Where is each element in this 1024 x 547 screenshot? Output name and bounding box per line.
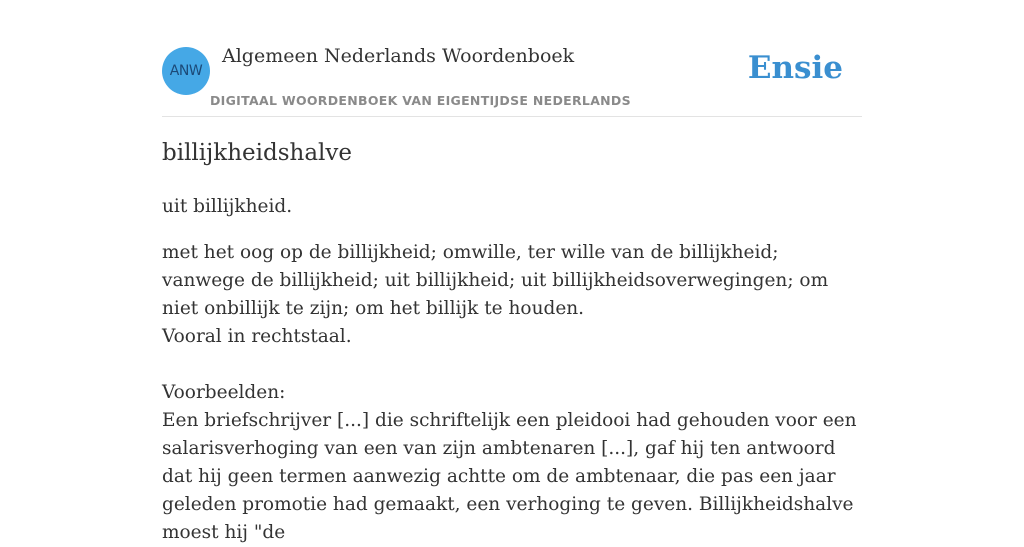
usage-note: Vooral in rechtstaal. bbox=[162, 326, 352, 347]
site-subtitle: DIGITAAL WOORDENBOEK VAN EIGENTIJDSE NEDERLANDS bbox=[210, 93, 631, 108]
short-definition: uit billijkheid. bbox=[162, 196, 293, 217]
headword: billijkheidshalve bbox=[162, 140, 353, 166]
site-header bbox=[162, 0, 862, 117]
anw-logo[interactable]: ANW bbox=[162, 47, 210, 95]
definition-text: met het oog op de billijkheid; omwille, ter wille van de billijkheid; vanwege de billijkheid; uit billijkheid; uit billijkheidsoverwegingen; om niet onbillijk te zijn; om het billijk te houden. bbox=[162, 242, 829, 319]
example-text: Een briefschrijver [...] die schriftelijk een pleidooi had gehouden voor een salarisverhoging van een van zijn ambtenaren [...], gaf hij ten antwoord dat hij geen termen aanwezig achtte om de ambtenaar, die pas een jaar geleden promotie had gemaakt, een verhoging te geven. Billijkheidshalve moest hij "de bbox=[162, 410, 857, 543]
content-column bbox=[162, 0, 862, 543]
site-title[interactable]: Algemeen Nederlands Woordenboek bbox=[222, 45, 575, 67]
definition-block bbox=[162, 239, 862, 547]
examples-label: Voorbeelden: bbox=[162, 382, 286, 403]
spacer bbox=[162, 351, 862, 379]
ensie-brand-link[interactable]: Ensie bbox=[747, 50, 843, 86]
